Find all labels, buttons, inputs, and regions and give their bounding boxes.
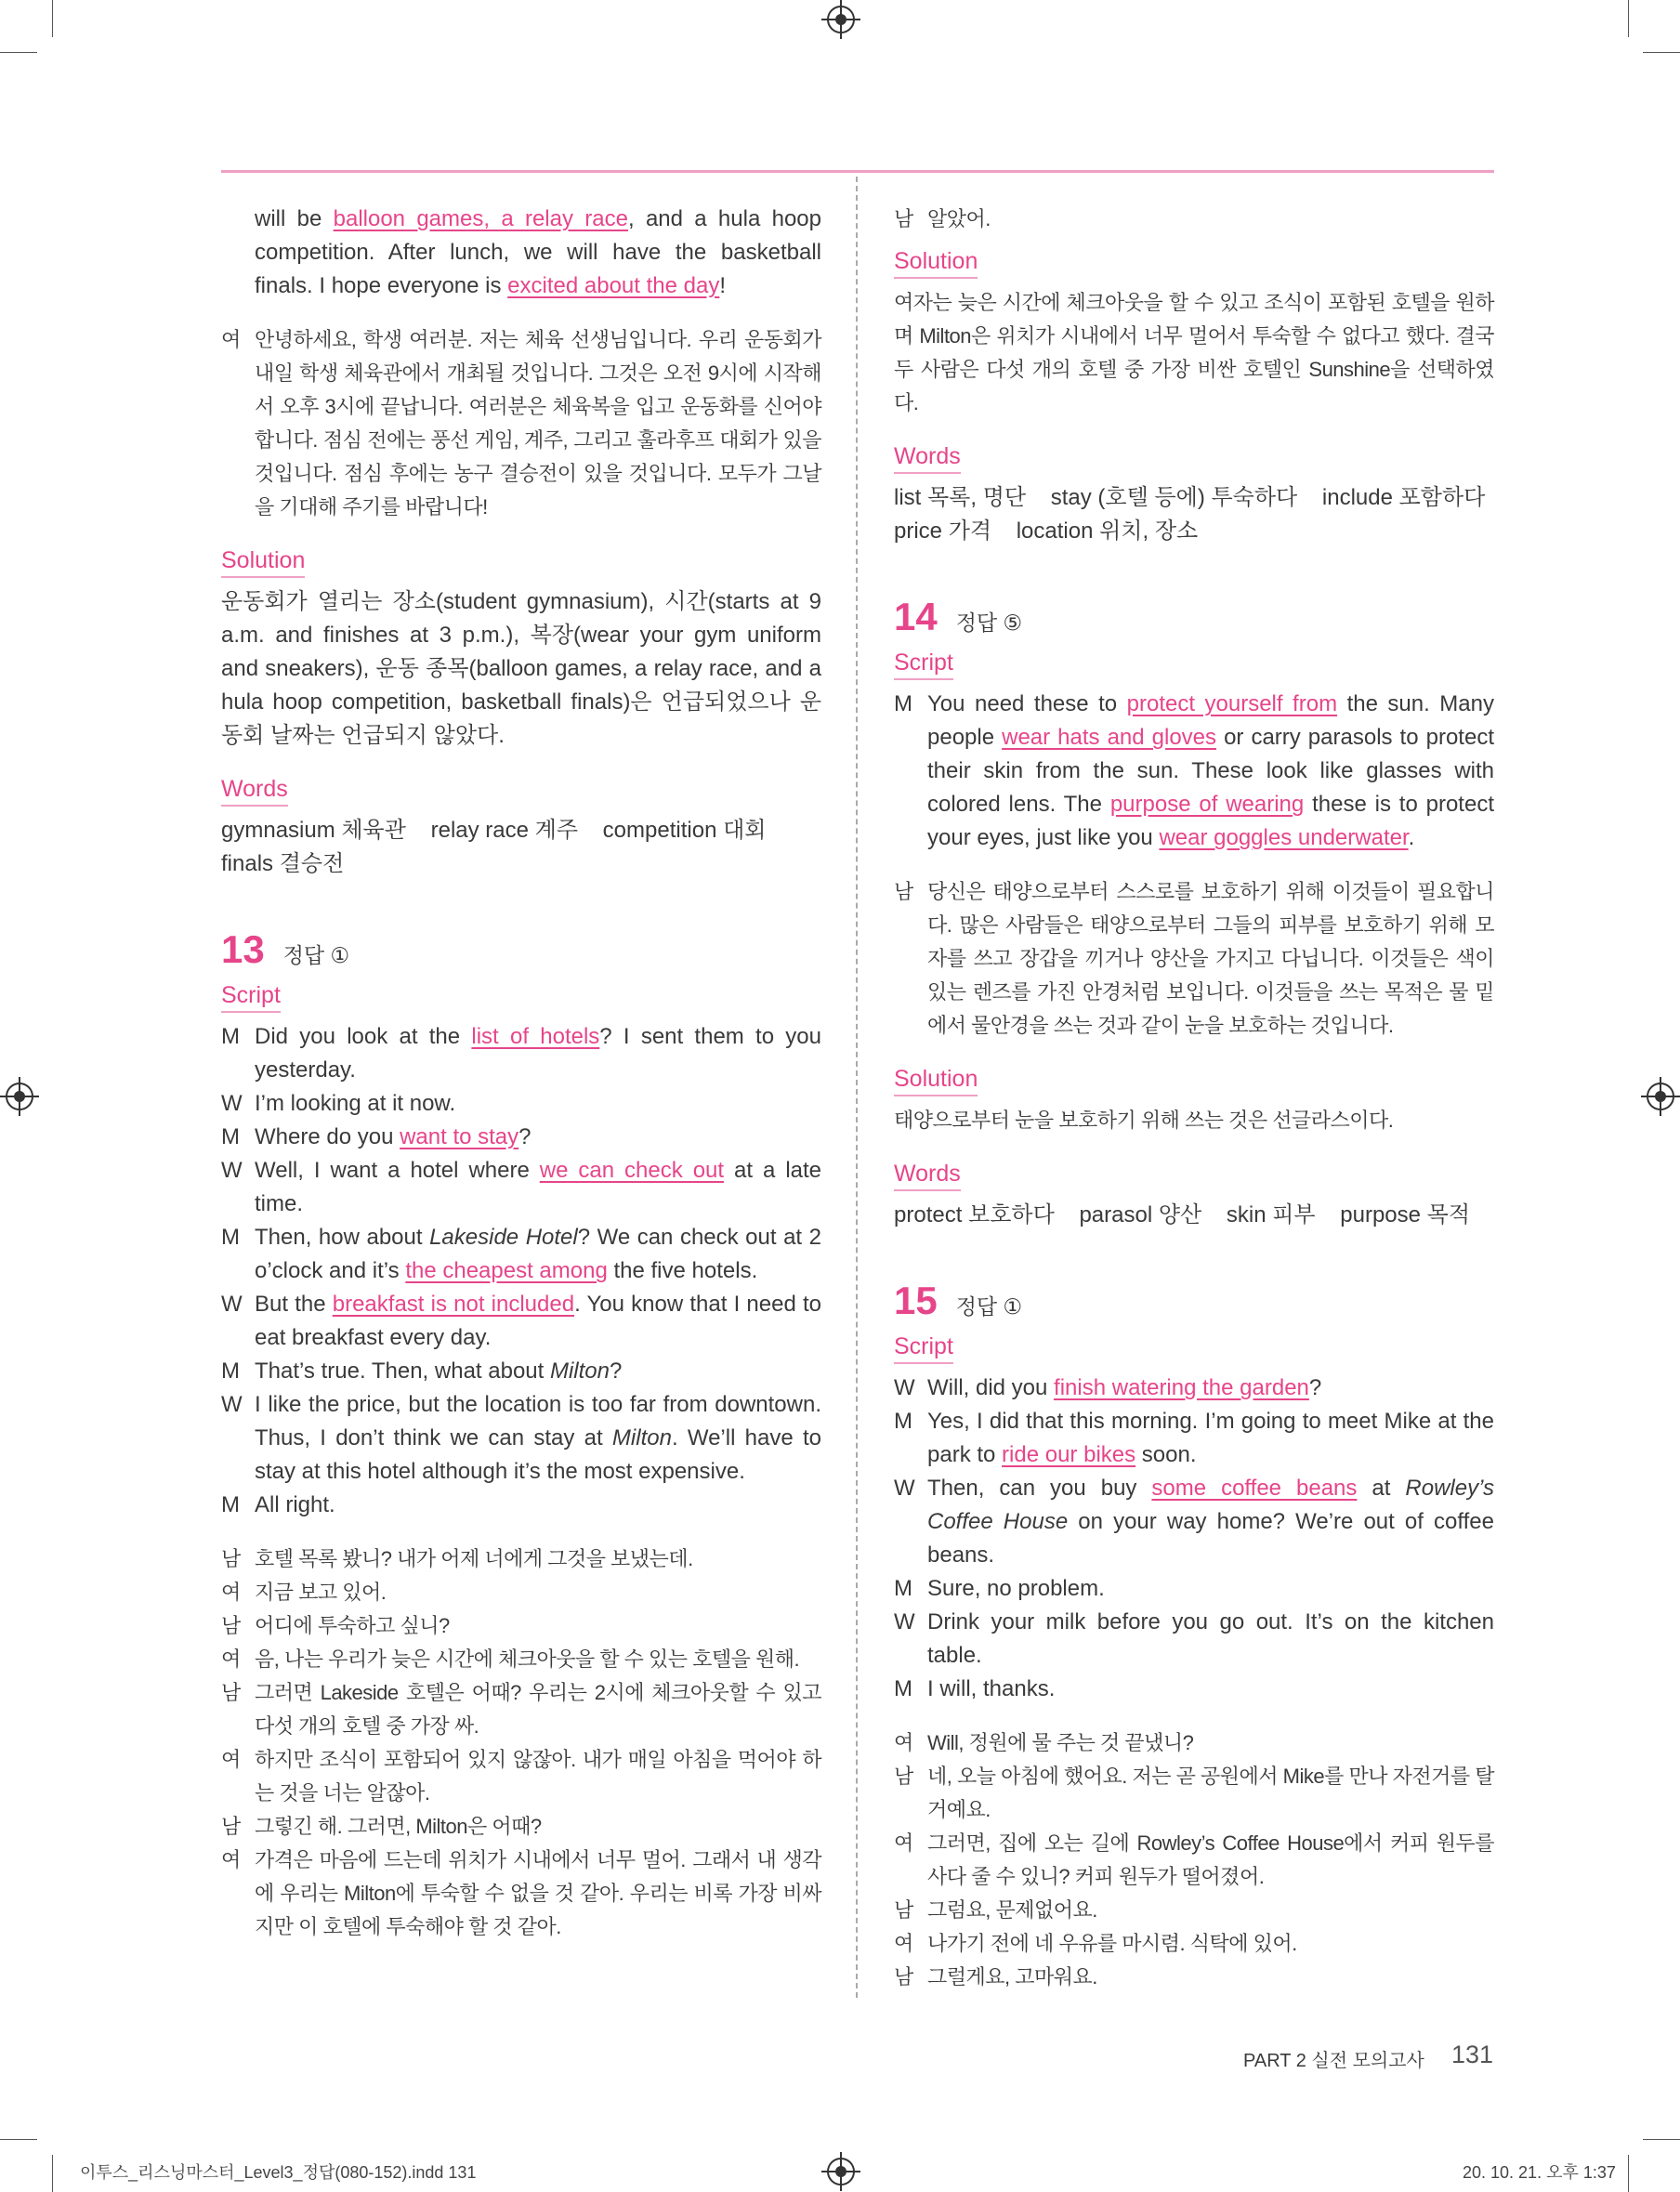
- script-line: W Then, can you buy some coffee beans at Rowley’s Coffee House on your way home? We’re out of coffee beans.: [894, 1476, 1494, 1568]
- script-line-continued: [221, 203, 821, 303]
- section-label-script: Script: [221, 979, 281, 1013]
- crop-mark: [1643, 52, 1680, 53]
- translation-line: 남 그럴게요, 고마워요.: [894, 1965, 1097, 1989]
- script-line: M Where do you want to stay?: [221, 1124, 532, 1149]
- translation-line: 남 그럼요, 문제없어요.: [894, 1898, 1097, 1922]
- translation-line: 여 음, 나는 우리가 늦은 시간에 체크아웃을 할 수 있는 호텔을 원해.: [221, 1647, 800, 1671]
- answer-label: 정답 ⑤: [955, 610, 1023, 635]
- crop-mark: [1628, 2155, 1629, 2192]
- script-line: M Sure, no problem.: [894, 1576, 1105, 1601]
- header-rule: [221, 170, 1494, 173]
- section-label-solution: Solution: [894, 1063, 978, 1096]
- question-number: 15: [894, 1279, 938, 1322]
- registration-mark-icon: [6, 1083, 33, 1110]
- words-text: protect 보호하다 parasol 양산 skin 피부 purpose 목적: [894, 1202, 1471, 1227]
- translation-line: 남 호텔 목록 봤니? 내가 어제 너에게 그것을 보냈는데.: [221, 1547, 693, 1570]
- crop-mark: [0, 52, 37, 53]
- script-line: M That’s true. Then, what about Milton?: [221, 1359, 623, 1384]
- crop-mark: [1628, 0, 1629, 37]
- crop-mark: [0, 2139, 37, 2140]
- translation-line: 남 당신은 태양으로부터 스스로를 보호하기 위해 이것들이 필요합니다. 많은 사람들은 태양으로부터 그들의 피부를 보호하기 위해 모자를 쓰고 장갑을 끼거나 양산을 가지고 다닙니다. 이것들은 색이 있는 렌즈를 가진 안경처럼 보입니다. 이것들을 쓰는 목적은 물 밑에서 물안경을 쓰는 것과 같이 눈을 보호하는 것입니다.: [894, 880, 1494, 1037]
- registration-mark-icon: [1647, 1083, 1674, 1110]
- left-column: [221, 203, 821, 1944]
- translation-line: 여 가격은 마음에 드는데 위치가 시내에서 너무 멀어. 그래서 내 생각에 우리는 Milton에 투숙할 수 없을 것 같아. 우리는 비록 가장 비싸지만 이 호텔에 투숙해야 할 것 같아.: [221, 1848, 821, 1938]
- words-text: gymnasium 체육관 relay race 계주 competition 대회 finals 결승전: [221, 818, 792, 876]
- solution-text: 태양으로부터 눈을 보호하기 위해 쓰는 것은 선글라스이다.: [894, 1109, 1394, 1132]
- section-label-solution: Solution: [221, 545, 305, 578]
- registration-mark-icon: [827, 6, 855, 33]
- footer-part-label: PART 2 실전 모의고사: [1243, 2051, 1424, 2071]
- section-label-solution: Solution: [894, 245, 978, 279]
- translation-line: 여 Will, 정원에 물 주는 것 끝냈니?: [894, 1731, 1194, 1754]
- translation-line: 여 안녕하세요, 학생 여러분. 저는 체육 선생님입니다. 우리 운동회가 내일 학생 체육관에서 개최될 것입니다. 그것은 오전 9시에 시작해서 오후 3시에 끝납니다. 여러분은 체육복을 입고 운동화를 신어야 합니다. 점심 전에는 풍선 게임, 계주, 그리고 훌라후프 대회가 있을 것입니다. 점심 후에는 농구 결승전이 있을 것입니다. 모두가 그날을 기대해 주기를 바랍니다!: [221, 328, 821, 518]
- translation-line: 남 그러면 Lakeside 호텔은 어때? 우리는 2시에 체크아웃할 수 있고 다섯 개의 호텔 중 가장 싸.: [221, 1681, 821, 1738]
- script-text: will be balloon games, a relay race, and a hula hoop competition. After lunch, we will have the basketball finals. I hope everyone is excited about the day!: [255, 206, 821, 298]
- words-text: list 목록, 명단 stay (호텔 등에) 투숙하다 include 포함하다: [894, 485, 1486, 510]
- question-number: 14: [894, 595, 938, 638]
- script-line: M You need these to protect yourself from the sun. Many people wear hats and gloves or carry parasols to protect their skin from the sun. These look like glasses with colored lens. The purpose of wearing these is to protect your eyes, just like you wear goggles underwater.: [894, 691, 1494, 850]
- question-heading: [894, 1279, 1494, 1323]
- script-line: W But the breakfast is not included. You know that I need to eat breakfast every day.: [221, 1292, 821, 1350]
- script-line: M Did you look at the list of hotels? I sent them to you yesterday.: [221, 1024, 822, 1083]
- script-line: M I will, thanks.: [894, 1676, 1056, 1701]
- registration-mark-icon: [827, 2158, 855, 2185]
- question-number: 13: [221, 927, 265, 971]
- script-line: M All right.: [221, 1492, 335, 1517]
- script-line: W Drink your milk before you go out. It’s on the kitchen table.: [894, 1609, 1494, 1668]
- script-line: M Yes, I did that this morning. I’m going to meet Mike at the park to ride our bikes soon.: [894, 1409, 1494, 1467]
- file-slug: 이투스_리스닝마스터_Level3_정답(080-152).indd 131: [80, 2163, 477, 2182]
- words-text: price 가격 location 위치, 장소: [894, 518, 1199, 544]
- column-divider: [856, 177, 858, 1998]
- script-line: W Well, I want a hotel where we can check out at a late time.: [221, 1158, 822, 1216]
- script-line: W Will, did you finish watering the garden?: [894, 1375, 1322, 1400]
- script-line: M Then, how about Lakeside Hotel? We can check out at 2 o’clock and it’s the cheapest among the five hotels.: [221, 1225, 821, 1283]
- question-heading: [221, 927, 821, 972]
- section-label-script: Script: [894, 647, 953, 680]
- translation-line: 남 어디에 투숙하고 싶니?: [221, 1614, 450, 1637]
- section-label-words: Words: [894, 1158, 961, 1191]
- translation-line: 여 그러면, 집에 오는 길에 Rowley’s Coffee House에서 커피 원두를 사다 줄 수 있니? 커피 원두가 떨어졌어.: [894, 1831, 1494, 1888]
- solution-text: 운동회가 열리는 장소(student gymnasium), 시간(starts at 9 a.m. and finishes at 3 p.m.), 복장(wear your gym uniform and sneakers), 운동 종목(balloon games, a relay race, and a hula hoop competition, basketball finals)은 언급되었으나 운동회 날짜는 언급되지 않았다.: [221, 589, 821, 748]
- right-column: [894, 203, 1494, 1994]
- section-label-words: Words: [894, 440, 961, 474]
- script-line: W I’m looking at it now.: [221, 1091, 456, 1116]
- question-heading: [894, 595, 1494, 639]
- page-number: 131: [1451, 2041, 1494, 2068]
- answer-label: 정답 ①: [282, 943, 350, 967]
- translation-line: 남 알았어.: [894, 207, 991, 230]
- crop-mark: [52, 2155, 53, 2192]
- script-line: W I like the price, but the location is too far from downtown. Thus, I don’t think we can stay at Milton. We’ll have to stay at this hotel although it’s the most expensive.: [221, 1392, 821, 1484]
- section-label-words: Words: [221, 773, 288, 807]
- print-date: 20. 10. 21. 오후 1:37: [1463, 2163, 1616, 2182]
- answer-label: 정답 ①: [955, 1294, 1023, 1319]
- translation-line: 남 그렇긴 해. 그러면, Milton은 어때?: [221, 1815, 542, 1838]
- translation-line: 여 하지만 조식이 포함되어 있지 않잖아. 내가 매일 아침을 먹어야 하는 것을 너는 알잖아.: [221, 1748, 821, 1805]
- crop-mark: [1643, 2139, 1680, 2140]
- section-label-script: Script: [894, 1331, 953, 1364]
- translation-line: 남 네, 오늘 아침에 했어요. 저는 곧 공원에서 Mike를 만나 자전거를 탈 거예요.: [894, 1765, 1494, 1821]
- translation-line: 여 나가기 전에 네 우유를 마시렴. 식탁에 있어.: [894, 1932, 1297, 1955]
- crop-mark: [52, 0, 53, 37]
- translation-line: 여 지금 보고 있어.: [221, 1581, 387, 1604]
- solution-text: 여자는 늦은 시간에 체크아웃을 할 수 있고 조식이 포함된 호텔을 원하며 Milton은 위치가 시내에서 너무 멀어서 투숙할 수 없다고 했다. 결국 두 사람은 다섯 개의 호텔 중 가장 비싼 호텔인 Sunshine을 선택하였다.: [894, 291, 1494, 414]
